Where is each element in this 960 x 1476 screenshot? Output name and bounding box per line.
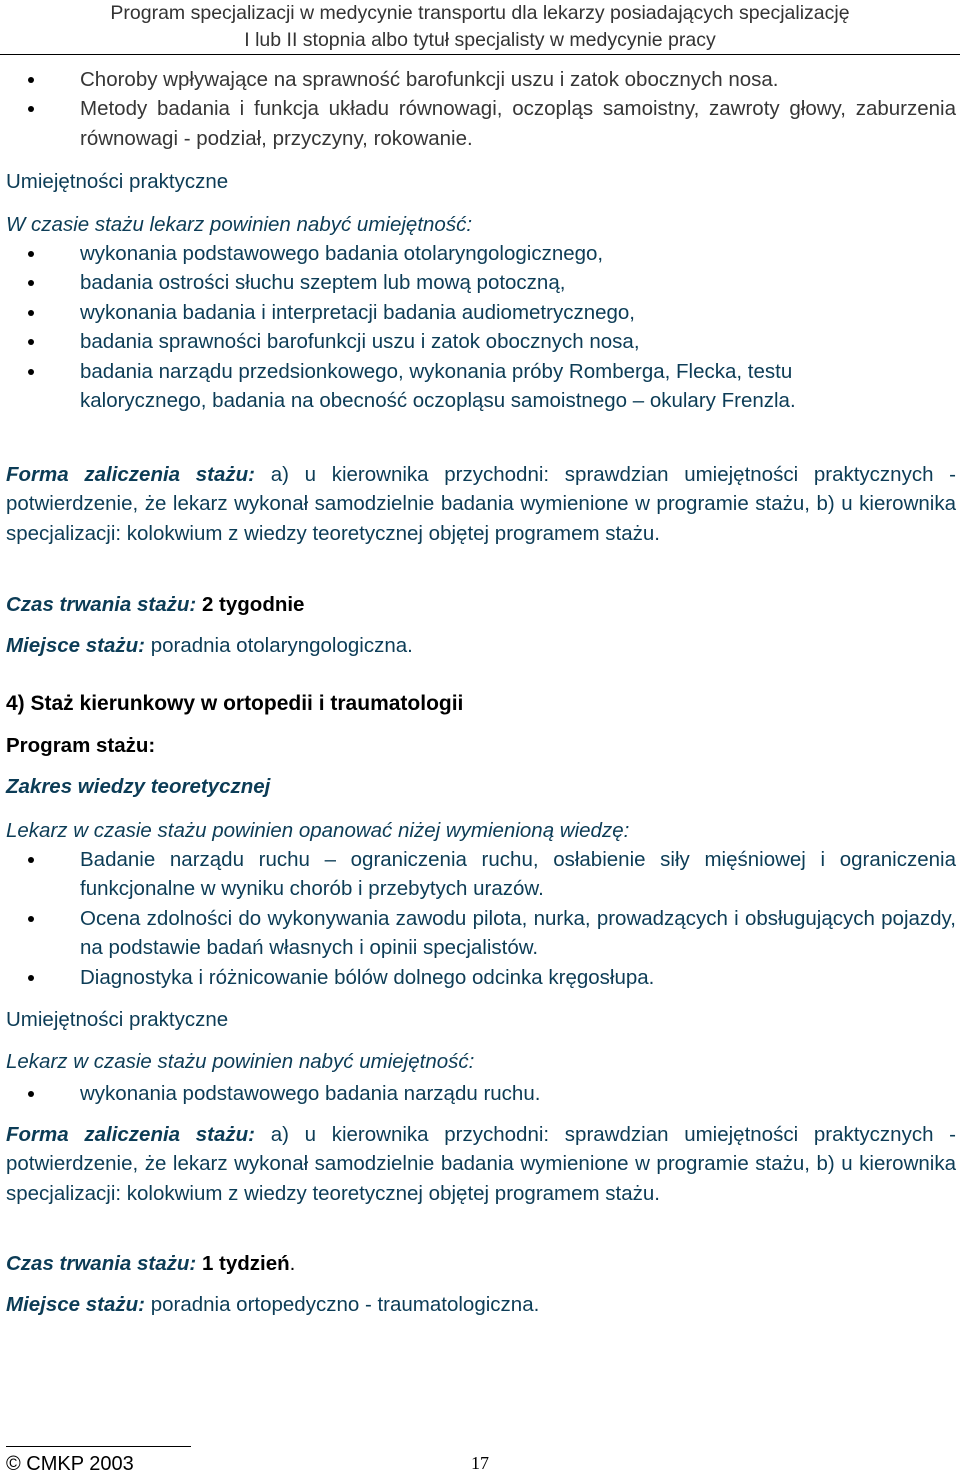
s3-place-label: Miejsce stażu:	[6, 634, 145, 657]
running-header-line-1: Program specjalizacji w medycynie transportu dla lekarzy posiadających specjalizację	[110, 2, 850, 24]
s3-place	[6, 631, 956, 660]
s3-skills-list	[6, 239, 956, 415]
s4-duration-value: 1 tydzień	[196, 1252, 290, 1275]
list-item: Choroby wpływające na sprawność barofunkcji uszu i zatok obocznych nosa.	[6, 65, 956, 94]
list-item: wykonania badania i interpretacji badania audiometrycznego,	[6, 298, 956, 327]
list-item: Metody badania i funkcja układu równowagi, oczopląs samoistny, zawroty głowy, zaburzenia równowagi - podział, przyczyny, rokowanie.	[6, 94, 956, 153]
s4-skills-intro: Lekarz w czasie stażu powinien nabyć umiejętność:	[6, 1050, 475, 1073]
s4-duration-end: .	[289, 1252, 296, 1275]
s3-completion-text: a) u kierownika przychodni: sprawdzian umiejętności praktycznych - potwierdzenie, że lekarz wykonał samodzielnie badania wymienione w programie stażu, b) u kierownika specjalizacji: kolokwium z wiedzy teoretycznej objętej programem stażu.	[6, 463, 956, 545]
s4-skills-list-block	[6, 1079, 956, 1108]
s4-knowledge-list-block	[6, 845, 956, 992]
s4-skills-list	[6, 1079, 956, 1108]
s3-duration-label: Czas trwania stażu:	[6, 593, 197, 616]
s4-completion-text: a) u kierownika przychodni: sprawdzian umiejętności praktycznych - potwierdzenie, że lekarz wykonał samodzielnie badania wymienione w programie stażu, b) u kierownika specjalizacji: kolokwium z wiedzy teoretycznej objętej programem stażu.	[6, 1123, 956, 1205]
list-item: Badanie narządu ruchu – ograniczenia ruchu, osłabienie siły mięśniowej i ograniczenia funkcjonalne w wyniku chorób i przebytych urazów.	[6, 845, 956, 904]
s4-place-value: poradnia ortopedyczno - traumatologiczna.	[145, 1293, 540, 1316]
s3-completion-paragraph	[6, 460, 956, 548]
s4-completion-label: Forma zaliczenia stażu:	[6, 1123, 255, 1146]
s4-place-label: Miejsce stażu:	[6, 1293, 145, 1316]
list-item: badania narządu przedsionkowego, wykonania próby Romberga, Flecka, testu kalorycznego, badania na obecność oczopląsu samoistnego – okulary Frenzla.	[6, 357, 956, 416]
s4-knowledge-heading: Zakres wiedzy teoretycznej	[6, 775, 271, 798]
s4-title: 4) Staż kierunkowy w ortopedii i traumatologii	[6, 692, 464, 715]
top-knowledge-list-block	[6, 65, 956, 153]
s4-program-label: Program stażu:	[6, 734, 156, 757]
list-item: badania sprawności barofunkcji uszu i zatok obocznych nosa,	[6, 327, 956, 356]
running-header-line-2: I lub II stopnia albo tytuł specjalisty w medycynie pracy	[0, 27, 960, 55]
s4-knowledge-intro: Lekarz w czasie stażu powinien opanować niżej wymienioną wiedzę:	[6, 819, 630, 842]
list-item: badania ostrości słuchu szeptem lub mową potoczną,	[6, 268, 956, 297]
s3-duration	[6, 590, 956, 619]
s4-completion-paragraph	[6, 1120, 956, 1208]
s4-place	[6, 1290, 956, 1319]
s3-skills-heading: Umiejętności praktyczne	[6, 170, 229, 193]
s3-duration-value: 2 tygodnie	[196, 593, 305, 616]
footer-copyright: © CMKP 2003	[6, 1453, 134, 1475]
s3-place-value: poradnia otolaryngologiczna.	[145, 634, 413, 657]
s3-skills-intro: W czasie stażu lekarz powinien nabyć umiejętność:	[6, 213, 473, 236]
s4-skills-heading: Umiejętności praktyczne	[6, 1008, 229, 1031]
s4-duration	[6, 1249, 956, 1278]
s3-completion-label: Forma zaliczenia stażu:	[6, 463, 255, 486]
footer-rule	[6, 1446, 191, 1447]
running-header	[0, 0, 960, 55]
list-item: Diagnostyka i różnicowanie bólów dolnego odcinka kręgosłupa.	[6, 963, 956, 992]
page-number: 17	[471, 1453, 489, 1473]
s3-skills-list-block	[6, 239, 956, 415]
list-item: wykonania podstawowego badania otolaryngologicznego,	[6, 239, 956, 268]
top-knowledge-list	[6, 65, 956, 153]
list-item: Ocena zdolności do wykonywania zawodu pilota, nurka, prowadzących i obsługujących pojazdy, na podstawie badań własnych i opinii specjalistów.	[6, 904, 956, 963]
s4-knowledge-list	[6, 845, 956, 992]
s4-duration-label: Czas trwania stażu:	[6, 1252, 197, 1275]
list-item: wykonania podstawowego badania narządu ruchu.	[6, 1079, 956, 1108]
